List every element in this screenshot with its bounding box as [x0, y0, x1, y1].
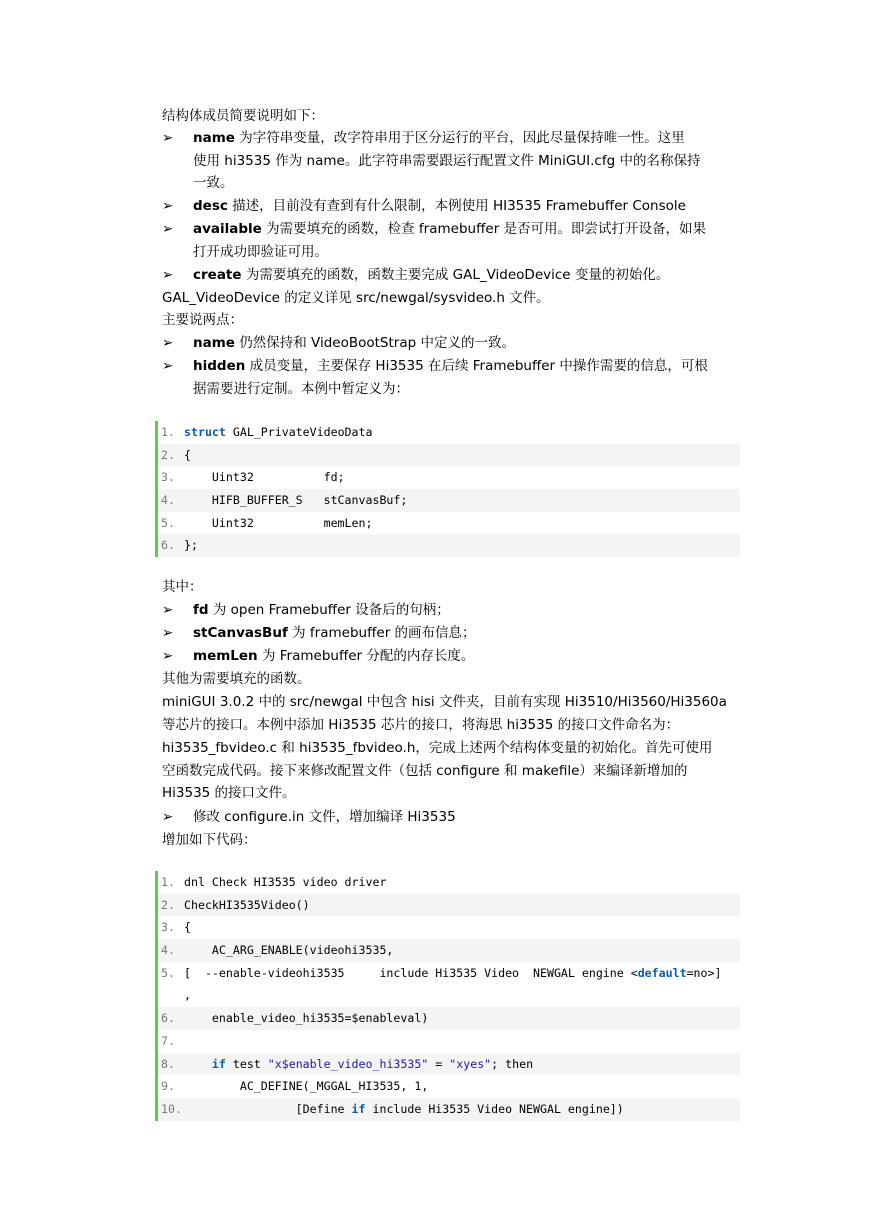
bullet-arrow-icon: ➢: [162, 198, 174, 214]
code-line: [158, 939, 740, 962]
code-token: GAL_PrivateVideoData: [225, 425, 373, 439]
code-block-configure: [155, 871, 740, 1121]
member-term: available: [193, 221, 262, 237]
line-number: 8.: [161, 1056, 175, 1071]
member-term: create: [193, 267, 242, 283]
add-code-line: 增加如下代码：: [162, 832, 257, 848]
member-desc: 仍然保持和 VideoBootStrap 中定义的一致。: [234, 335, 515, 351]
member-desc: 为 Framebuffer 分配的内存长度。: [257, 648, 475, 664]
code-text: [184, 1098, 624, 1121]
code-string: "x$enable_video_hi3535": [267, 1056, 429, 1071]
code-token: ; then: [491, 1056, 534, 1071]
code-line: [158, 962, 740, 1007]
line-number: 2.: [161, 447, 175, 462]
line-number: 6.: [161, 538, 175, 553]
code-line: [158, 894, 740, 917]
code-token: AC_ARG_ENABLE(videohi3535,: [184, 943, 394, 958]
code-text: [184, 916, 191, 939]
code-line: [158, 1098, 740, 1121]
code-token: [Define: [184, 1101, 352, 1116]
code-token: Uint32 fd;: [184, 470, 345, 485]
code-token: [ --enable-videohi3535 include Hi3535 Video NEWGAL engine <: [184, 965, 638, 980]
code-line: [158, 534, 740, 557]
line-number: 3.: [161, 920, 175, 935]
bullet-continuation: 打开成功即验证可用。: [193, 244, 328, 260]
code-text: [184, 1075, 428, 1098]
line-number: 5.: [161, 515, 175, 530]
code-text: [184, 871, 386, 894]
code-token: test: [225, 1056, 268, 1071]
code-token: {: [184, 920, 191, 935]
bullet-arrow-icon: ➢: [162, 648, 174, 664]
code-line: [158, 421, 740, 444]
code-token: =: [428, 1056, 450, 1071]
code-text: [184, 489, 407, 512]
member-term: memLen: [193, 648, 258, 664]
code-text: [184, 534, 198, 557]
two-points-heading: 主要说两点：: [162, 312, 243, 328]
code-keyword: if: [211, 1056, 226, 1071]
line-number: 7.: [161, 1033, 175, 1048]
code-token: dnl Check HI3535 video driver: [184, 875, 387, 889]
member-desc: 为 open Framebuffer 设备后的句柄；: [208, 602, 450, 618]
line-number: 1.: [161, 875, 175, 889]
among-heading: 其中：: [162, 579, 203, 595]
bullet-arrow-icon: ➢: [162, 335, 174, 351]
code-text: [184, 421, 372, 444]
code-token: HIFB_BUFFER_S stCanvasBuf;: [184, 493, 408, 508]
line-number: 9.: [161, 1079, 175, 1094]
code-keyword: if: [351, 1101, 366, 1116]
code-text: [184, 894, 310, 917]
code-line: [158, 512, 740, 535]
bullet-arrow-icon: ➢: [162, 221, 174, 237]
code-text: [184, 444, 191, 467]
line-number: 4.: [161, 493, 175, 508]
code-text: [184, 1007, 428, 1030]
member-term: fd: [193, 602, 209, 618]
code-line: [158, 489, 740, 512]
member-term: desc: [193, 198, 228, 214]
code-line: [158, 871, 740, 894]
bullet-continuation: 一致。: [193, 175, 234, 191]
code-text: [184, 512, 372, 535]
member-term: stCanvasBuf: [193, 625, 288, 641]
code-token: AC_DEFINE(_MGGAL_HI3535, 1,: [184, 1079, 429, 1094]
line-number: 3.: [161, 470, 175, 485]
bullet-arrow-icon: ➢: [162, 625, 174, 641]
code-line: [158, 916, 740, 939]
intro-line: 结构体成员简要说明如下：: [162, 108, 324, 124]
code-text: [184, 962, 721, 985]
code-token: {: [184, 447, 191, 462]
member-term: hidden: [193, 358, 246, 374]
code-wrap-text: ,: [184, 988, 191, 1003]
bullet-continuation: 使用 hi3535 作为 name。此字符串需要跟运行配置文件 MiniGUI.cfg 中的名称保持: [193, 153, 701, 169]
bullet-continuation: 据需要进行定制。本例中暂定义为：: [193, 381, 409, 397]
code-keyword: default: [637, 965, 687, 980]
code-line: [158, 1075, 740, 1098]
bullet-arrow-icon: ➢: [162, 602, 174, 618]
minigui-para-line: 空函数完成代码。接下来修改配置文件（包括 configure 和 makefile）来编译新增加的: [162, 763, 688, 779]
line-number: 10.: [161, 1101, 182, 1116]
line-number: 2.: [161, 897, 175, 912]
minigui-para-line: Hi3535 的接口文件。: [162, 785, 296, 801]
bullet-arrow-icon: ➢: [162, 267, 174, 283]
line-number: 6.: [161, 1011, 175, 1026]
bullet-arrow-icon: ➢: [162, 358, 174, 374]
code-line: [158, 466, 740, 489]
code-token: };: [184, 538, 198, 553]
code-token: Uint32 memLen;: [184, 515, 373, 530]
code-token: CheckHI3535Video(): [184, 897, 310, 912]
code-token: [184, 1057, 212, 1071]
line-number: 5.: [161, 965, 175, 980]
member-desc: 为需要填充的函数，函数主要完成 GAL_VideoDevice 变量的初始化。: [241, 267, 670, 283]
other-funcs-line: 其他为需要填充的函数。: [162, 671, 311, 687]
member-desc: 描述，目前没有查到有什么限制，本例使用 HI3535 Framebuffer Console: [227, 198, 686, 214]
bullet-arrow-icon: ➢: [162, 809, 174, 825]
line-number: 4.: [161, 943, 175, 958]
code-line: [158, 1030, 740, 1053]
code-text: [184, 466, 345, 489]
member-desc: 为字符串变量，改字符串用于区分运行的平台，因此尽量保持唯一性。这里: [234, 130, 685, 146]
code-block-struct: [155, 421, 740, 557]
code-text: [184, 939, 393, 962]
code-text: [184, 1053, 533, 1076]
code-token: enable_video_hi3535=$enableval): [184, 1011, 429, 1026]
line-number: 1.: [161, 425, 175, 439]
minigui-para-line: hi3535_fbvideo.c 和 hi3535_fbvideo.h，完成上述两个结构体变量的初始化。首先可使用: [162, 740, 713, 756]
code-line: [158, 444, 740, 467]
code-token: =no>]: [686, 965, 722, 980]
member-desc: 为需要填充的函数，检查 framebuffer 是否可用。即尝试打开设备，如果: [261, 221, 707, 237]
minigui-para-line: miniGUI 3.0.2 中的 src/newgal 中包含 hisi 文件夹，目前有实现 Hi3510/Hi3560/Hi3560a: [162, 694, 727, 710]
code-string: "xyes": [449, 1056, 492, 1071]
member-desc: 为 framebuffer 的画布信息；: [287, 625, 476, 641]
member-term: name: [193, 335, 235, 351]
minigui-para-line: 等芯片的接口。本例中添加 Hi3535 芯片的接口，将海思 hi3535 的接口文件命名为：: [162, 717, 680, 733]
code-line: [158, 1007, 740, 1030]
member-term: name: [193, 130, 235, 146]
bullet-text: 修改 configure.in 文件，增加编译 Hi3535: [193, 809, 456, 825]
member-desc: 成员变量，主要保存 Hi3535 在后续 Framebuffer 中操作需要的信息，可根: [245, 358, 708, 374]
bullet-arrow-icon: ➢: [162, 130, 174, 146]
code-token: include Hi3535 Video NEWGAL engine]): [365, 1101, 624, 1116]
gal-note: GAL_VideoDevice 的定义详见 src/newgal/sysvideo.h 文件。: [162, 290, 550, 306]
code-line: [158, 1053, 740, 1076]
code-keyword: struct: [184, 425, 226, 439]
